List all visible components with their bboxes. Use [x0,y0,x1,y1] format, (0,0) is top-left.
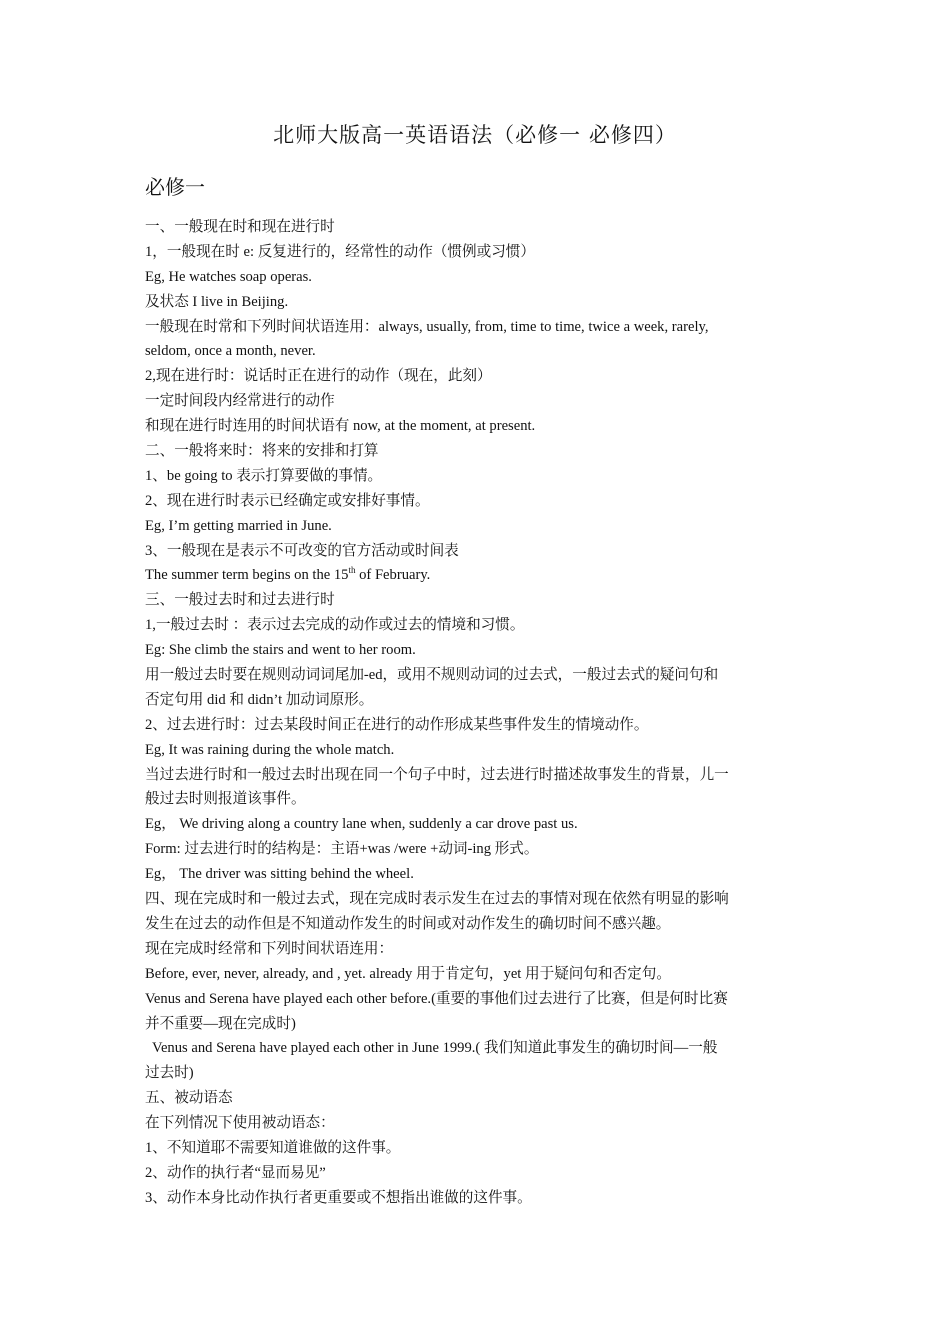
text-line: 1、be going to 表示打算要做的事情。 [145,467,383,484]
text-line: 1,一般过去时 ：表示过去完成的动作或过去的情境和习惯。 [145,617,525,634]
text-run: The summer term begins on the 15 [145,567,349,584]
text-line: 二、一般将来时：将来的安排和打算 [145,443,379,460]
text-line: Form: 过去进行时的结构是：主语+was /were +动词-ing 形式。 [145,841,539,858]
text-line: 三、一般过去时和过去进行时 [145,592,335,609]
text-line: 一、一般现在时和现在进行时 [145,219,335,235]
text-line: Before, ever, never, already, and , yet. already 用于肯定句，yet 用于疑问句和否定句。 [145,965,671,982]
document-title: 北师大版高一英语语法（必修一 必修四） [273,123,677,147]
text-line: 1、不知道耶不需要知道谁做的这件事。 [145,1139,401,1156]
ordinal-superscript: th [348,565,356,576]
text-line: 五、被动语态 [145,1090,233,1107]
text-line: 并不重要—现在完成时) [145,1015,296,1032]
text-line: 3、一般现在是表示不可改变的官方活动或时间表 [145,542,459,559]
text-line: 过去时) [145,1065,194,1082]
text-line: 一般现在时常和下列时间状语连用：always, usually, from, time to time, twice a week, rarely, [145,318,709,335]
text-line: 当过去进行时和一般过去时出现在同一个句子中时，过去进行时描述故事发生的背景，儿一 [145,766,729,783]
text-line: 在下列情况下使用被动语态： [145,1115,335,1132]
text-line: 般过去时则报道该事件。 [145,791,306,808]
text-line: Venus and Serena have played each other before.(重要的事他们过去进行了比赛，但是何时比赛 [145,990,728,1007]
text-line-with-superscript [145,563,810,588]
text-line: Eg, I’m getting married in June. [145,517,332,534]
text-line: Eg, It was raining during the whole match. [145,741,395,758]
text-line: Venus and Serena have played each other in June 1999.( 我们知道此事发生的确切时间—一般 [145,1040,718,1057]
text-run: of February. [355,567,431,584]
text-line: Eg: She climb the stairs and went to her room. [145,642,416,659]
text-line: 一定时间段内经常进行的动作 [145,393,335,410]
text-line: 用一般过去时要在规则动词词尾加-ed，或用不规则动词的过去式，一般过去式的疑问句和 [145,667,719,684]
text-line: Eg， The driver was sitting behind the wheel. [145,866,414,883]
section-heading: 必修一 [145,175,205,199]
text-line: 2、动作的执行者“显而易见” [145,1164,326,1181]
text-line: 现在完成时经常和下列时间状语连用： [145,940,394,957]
text-line: Eg, He watches soap operas. [145,268,312,285]
text-line: 2、现在进行时表示已经确定或安排好事情。 [145,492,430,509]
text-line: seldom, once a month, never. [145,343,316,360]
text-line: 3、动作本身比动作执行者更重要或不想指出谁做的这件事。 [145,1189,532,1206]
text-line: 2,现在进行时：说话时正在进行的动作（现在，此刻） [145,368,492,385]
document-body [145,215,810,1211]
text-line: 1，一般现在时 e: 反复进行的，经常性的动作（惯例或习惯） [145,243,535,260]
text-line: 和现在进行时连用的时间状语有 now, at the moment, at present. [145,418,536,435]
text-line: 否定句用 did 和 didn’t 加动词原形。 [145,691,374,708]
text-line: 2、过去进行时：过去某段时间正在进行的动作形成某些事件发生的情境动作。 [145,716,649,733]
text-line: 发生在过去的动作但是不知道动作发生的时间或对动作发生的确切时间不感兴趣。 [145,915,671,932]
text-line: 及状态 I live in Beijing. [145,293,289,310]
text-line: Eg， We driving along a country lane when, suddenly a car drove past us. [145,816,578,833]
text-line: 四、现在完成时和一般过去式，现在完成时表示发生在过去的事情对现在依然有明显的影响 [145,891,729,908]
